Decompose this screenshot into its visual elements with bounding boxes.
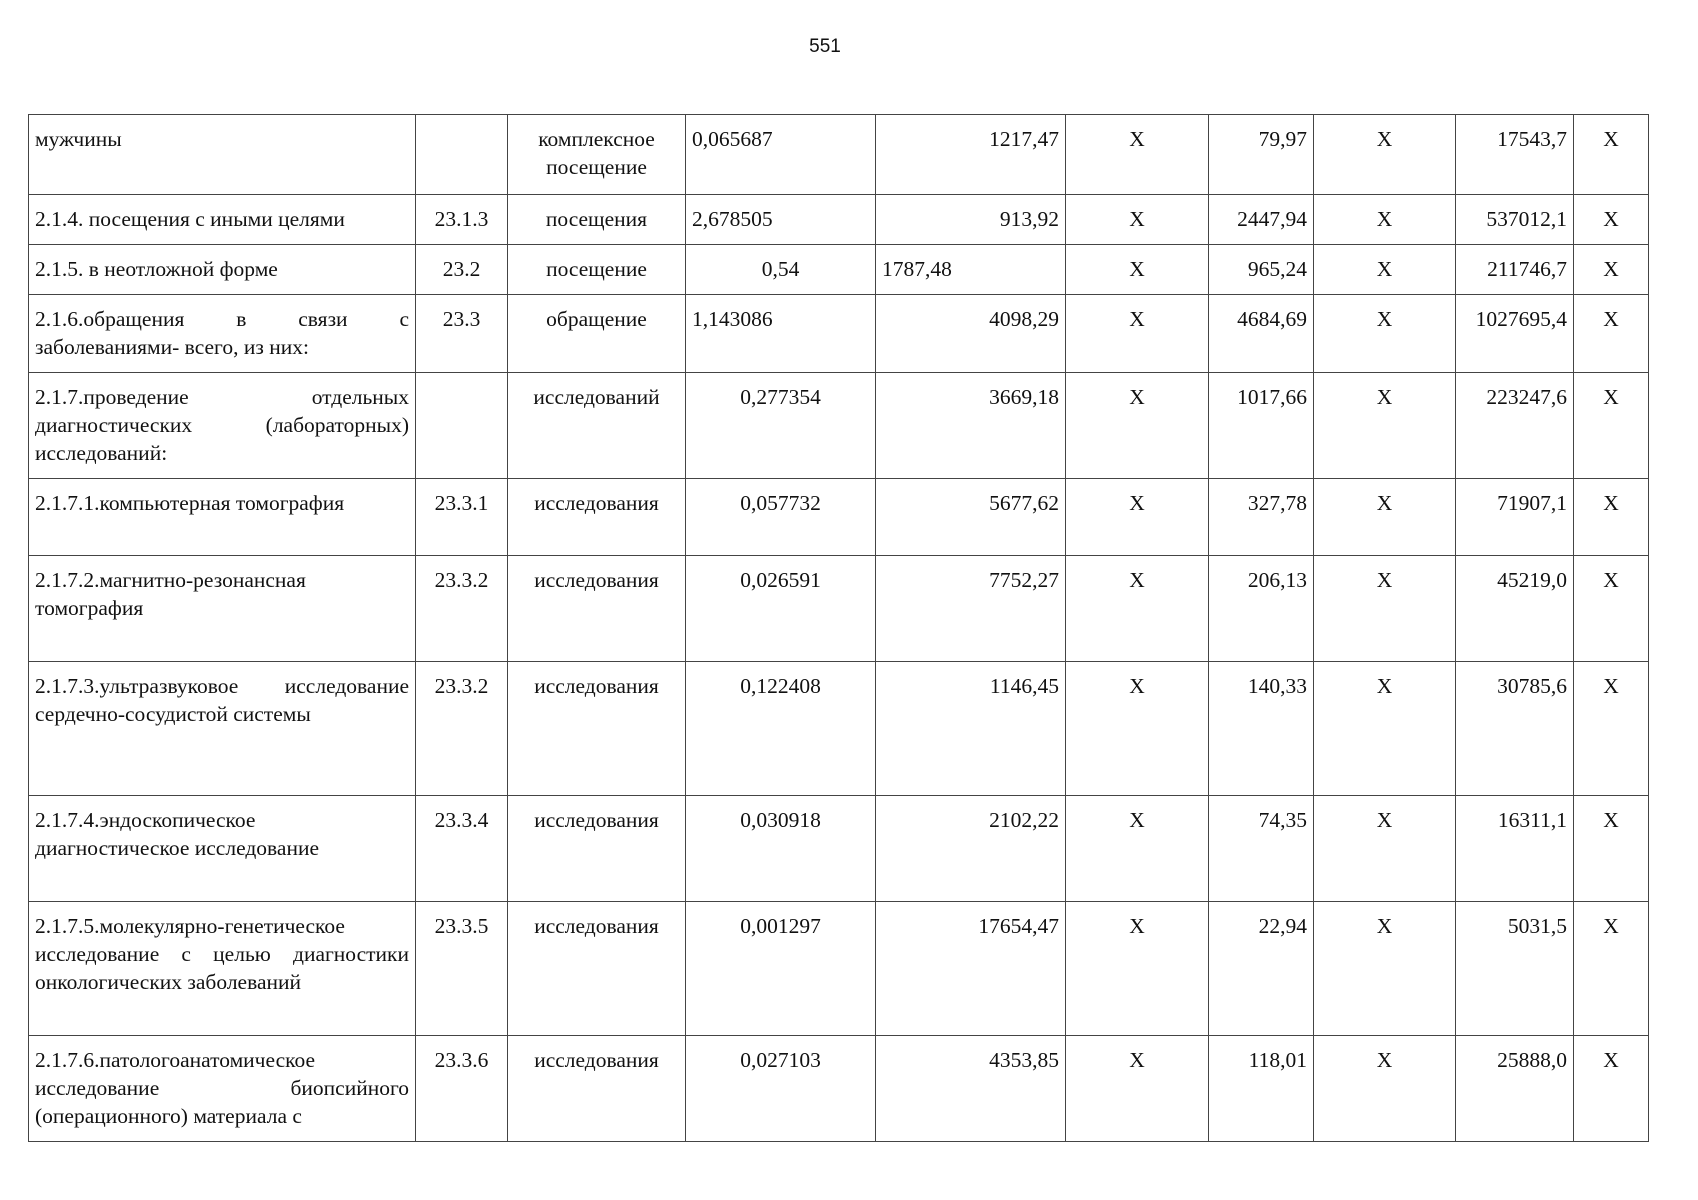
row-x-cell: X	[1574, 245, 1649, 295]
row-code-cell: 23.3	[416, 295, 508, 373]
row-volume-cell: 0,122408	[686, 662, 876, 796]
row-x-cell: X	[1574, 295, 1649, 373]
row-unit-cell: исследования	[508, 556, 686, 662]
row-x-cell: X	[1066, 195, 1209, 245]
row-norm-cell: 965,24	[1209, 245, 1314, 295]
row-volume-cell: 0,057732	[686, 479, 876, 556]
row-x-cell: X	[1314, 373, 1456, 479]
row-name-cell: 2.1.7.проведение отдельных диагностических (лабораторных) исследований:	[29, 373, 416, 479]
row-cost-cell: 913,92	[876, 195, 1066, 245]
row-name-cell: 2.1.7.6.патологоанатомическое исследование биопсийного (операционного) материала с	[29, 1036, 416, 1142]
row-sum-cell: 223247,6	[1456, 373, 1574, 479]
row-sum-cell: 45219,0	[1456, 556, 1574, 662]
row-code-cell: 23.1.3	[416, 195, 508, 245]
medical-care-volume-table	[28, 114, 1649, 1142]
row-name-cell: 2.1.7.2.магнитно-резонансная томография	[29, 556, 416, 662]
row-code-cell: 23.3.4	[416, 796, 508, 902]
table-row	[29, 245, 1649, 295]
row-norm-cell: 74,35	[1209, 796, 1314, 902]
row-x-cell: X	[1314, 556, 1456, 662]
row-sum-cell: 71907,1	[1456, 479, 1574, 556]
row-x-cell: X	[1314, 662, 1456, 796]
row-x-cell: X	[1066, 295, 1209, 373]
table-row	[29, 1036, 1649, 1142]
row-volume-cell: 0,026591	[686, 556, 876, 662]
row-name-cell: 2.1.4. посещения с иными целями	[29, 195, 416, 245]
table-row	[29, 295, 1649, 373]
row-x-cell: X	[1574, 902, 1649, 1036]
row-x-cell: X	[1314, 195, 1456, 245]
row-x-cell: X	[1574, 479, 1649, 556]
row-norm-cell: 140,33	[1209, 662, 1314, 796]
row-name-cell: 2.1.7.3.ультразвуковое исследование сердечно-сосудистой системы	[29, 662, 416, 796]
row-x-cell: X	[1574, 373, 1649, 479]
row-x-cell: X	[1574, 662, 1649, 796]
row-norm-cell: 118,01	[1209, 1036, 1314, 1142]
row-unit-cell: исследования	[508, 662, 686, 796]
row-norm-cell: 4684,69	[1209, 295, 1314, 373]
row-unit-cell: обращение	[508, 295, 686, 373]
row-x-cell: X	[1314, 902, 1456, 1036]
row-cost-cell: 1146,45	[876, 662, 1066, 796]
row-sum-cell: 1027695,4	[1456, 295, 1574, 373]
row-x-cell: X	[1066, 1036, 1209, 1142]
row-norm-cell: 327,78	[1209, 479, 1314, 556]
row-x-cell: X	[1314, 245, 1456, 295]
row-x-cell: X	[1066, 479, 1209, 556]
row-unit-cell: исследований	[508, 373, 686, 479]
row-unit-cell: исследования	[508, 902, 686, 1036]
row-x-cell: X	[1314, 115, 1456, 195]
row-cost-cell: 1217,47	[876, 115, 1066, 195]
table-row	[29, 479, 1649, 556]
table-row	[29, 373, 1649, 479]
row-unit-cell: исследования	[508, 796, 686, 902]
row-code-cell	[416, 115, 508, 195]
row-code-cell	[416, 373, 508, 479]
row-volume-cell: 0,277354	[686, 373, 876, 479]
row-volume-cell: 2,678505	[686, 195, 876, 245]
row-code-cell: 23.2	[416, 245, 508, 295]
row-x-cell: X	[1574, 195, 1649, 245]
row-cost-cell: 7752,27	[876, 556, 1066, 662]
row-x-cell: X	[1066, 662, 1209, 796]
row-sum-cell: 16311,1	[1456, 796, 1574, 902]
row-norm-cell: 2447,94	[1209, 195, 1314, 245]
row-x-cell: X	[1066, 115, 1209, 195]
row-cost-cell: 4353,85	[876, 1036, 1066, 1142]
row-unit-cell: исследования	[508, 479, 686, 556]
row-sum-cell: 537012,1	[1456, 195, 1574, 245]
row-x-cell: X	[1314, 295, 1456, 373]
row-sum-cell: 17543,7	[1456, 115, 1574, 195]
row-name-cell: 2.1.7.1.компьютерная томография	[29, 479, 416, 556]
row-x-cell: X	[1066, 902, 1209, 1036]
row-unit-cell: исследования	[508, 1036, 686, 1142]
row-name-cell: 2.1.5. в неотложной форме	[29, 245, 416, 295]
row-cost-cell: 2102,22	[876, 796, 1066, 902]
row-cost-cell: 5677,62	[876, 479, 1066, 556]
row-sum-cell: 30785,6	[1456, 662, 1574, 796]
row-sum-cell: 5031,5	[1456, 902, 1574, 1036]
row-code-cell: 23.3.6	[416, 1036, 508, 1142]
row-name-cell: 2.1.7.4.эндоскопическое диагностическое исследование	[29, 796, 416, 902]
row-code-cell: 23.3.2	[416, 556, 508, 662]
row-code-cell: 23.3.5	[416, 902, 508, 1036]
row-x-cell: X	[1066, 796, 1209, 902]
table-row	[29, 796, 1649, 902]
row-unit-cell: посещение	[508, 245, 686, 295]
row-x-cell: X	[1314, 479, 1456, 556]
row-x-cell: X	[1574, 796, 1649, 902]
row-name-cell: 2.1.7.5.молекулярно-генетическое исследование с целью диагностики онкологических заболеваний	[29, 902, 416, 1036]
row-volume-cell: 1,143086	[686, 295, 876, 373]
row-x-cell: X	[1314, 796, 1456, 902]
row-x-cell: X	[1314, 1036, 1456, 1142]
table-row	[29, 195, 1649, 245]
row-code-cell: 23.3.2	[416, 662, 508, 796]
row-x-cell: X	[1066, 373, 1209, 479]
table-row	[29, 115, 1649, 195]
row-norm-cell: 1017,66	[1209, 373, 1314, 479]
row-unit-cell: комплексное посещение	[508, 115, 686, 195]
table-row	[29, 556, 1649, 662]
table-row	[29, 902, 1649, 1036]
row-code-cell: 23.3.1	[416, 479, 508, 556]
row-volume-cell: 0,54	[686, 245, 876, 295]
row-norm-cell: 206,13	[1209, 556, 1314, 662]
row-sum-cell: 211746,7	[1456, 245, 1574, 295]
row-x-cell: X	[1066, 245, 1209, 295]
row-cost-cell: 3669,18	[876, 373, 1066, 479]
row-volume-cell: 0,065687	[686, 115, 876, 195]
row-cost-cell: 4098,29	[876, 295, 1066, 373]
row-name-cell: 2.1.6.обращения в связи с заболеваниями- всего, из них:	[29, 295, 416, 373]
row-norm-cell: 22,94	[1209, 902, 1314, 1036]
row-x-cell: X	[1574, 1036, 1649, 1142]
row-volume-cell: 0,030918	[686, 796, 876, 902]
row-norm-cell: 79,97	[1209, 115, 1314, 195]
row-volume-cell: 0,001297	[686, 902, 876, 1036]
row-cost-cell: 17654,47	[876, 902, 1066, 1036]
row-x-cell: X	[1066, 556, 1209, 662]
table-row	[29, 662, 1649, 796]
page-number: 551	[809, 36, 841, 57]
row-cost-cell: 1787,48	[876, 245, 1066, 295]
row-x-cell: X	[1574, 556, 1649, 662]
row-unit-cell: посещения	[508, 195, 686, 245]
row-x-cell: X	[1574, 115, 1649, 195]
row-name-cell: мужчины	[29, 115, 416, 195]
row-volume-cell: 0,027103	[686, 1036, 876, 1142]
row-sum-cell: 25888,0	[1456, 1036, 1574, 1142]
